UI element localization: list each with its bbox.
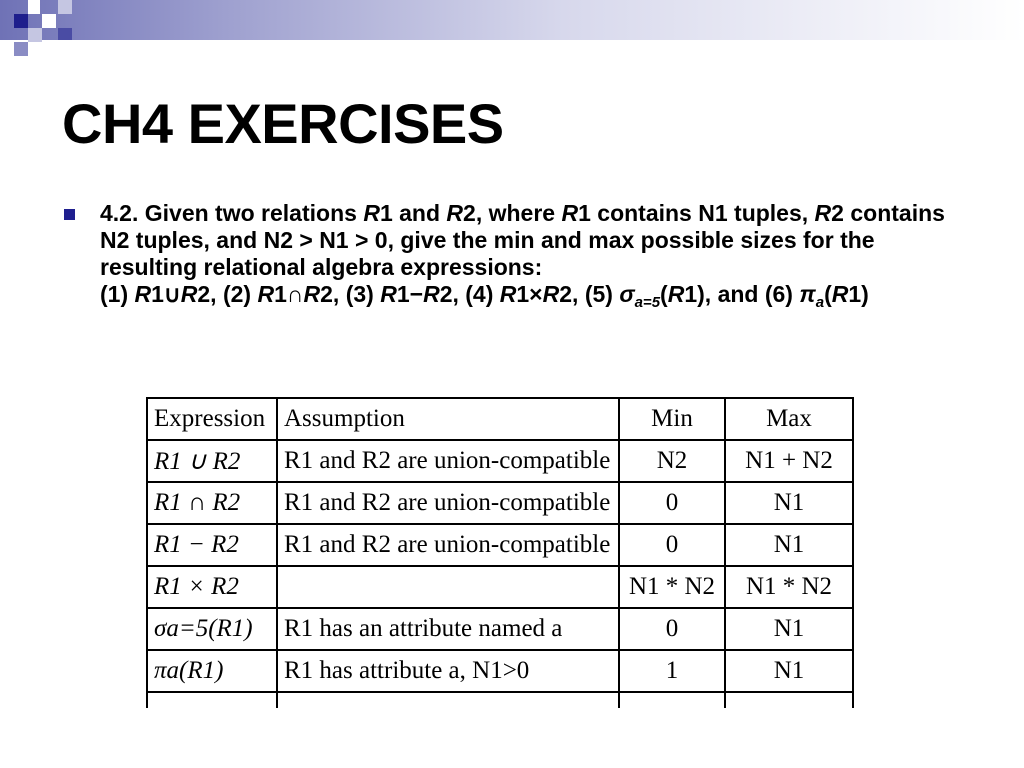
relation-symbol: R [363,200,380,226]
decor-square-mid [42,14,56,28]
min-cell: 0 [619,482,725,524]
expr-6: (6) $\pi_a(R1)$ [764,281,869,311]
max-cell: N1 [725,482,853,524]
expression-cell: σa=5(R1) [147,608,277,650]
table-row [147,566,853,608]
min-cell: 1 [619,650,725,692]
decor-square-light [28,0,40,14]
expr-1: (1) R1∪R2, [100,281,223,307]
table-row [147,608,853,650]
expression-cell: R1 ∪ R2 [147,440,277,482]
answer-table [146,397,854,708]
expression-cell: R1 − R2 [147,524,277,566]
assumption-cell: R1 and R2 are union-compatible [277,440,619,482]
header-min: Min [619,398,725,440]
slide-title: CH4 EXERCISES [62,92,504,155]
decor-square-mid [14,42,28,56]
min-cell: 0 [619,608,725,650]
assumption-cell: R1 and R2 are union-compatible [277,482,619,524]
decor-square-light [28,28,42,42]
text-fragment: 1 and [379,200,447,226]
max-cell: N1 [725,650,853,692]
header-band [0,0,1024,40]
min-cell: N2 [619,440,725,482]
bullet-square-icon [64,209,75,220]
max-cell: N1 * N2 [725,566,853,608]
assumption-cell [277,566,619,608]
assumption-cell [277,692,619,708]
expression-cell: πa(R1) [147,650,277,692]
expr-4: (4) R1×R2, [465,281,585,307]
min-cell: N1 * N2 [619,566,725,608]
table-row [147,440,853,482]
table-header-row [147,398,853,440]
decor-square-dark [14,14,28,28]
expr-2: (2) R1∩R2, [222,281,346,307]
table-row-partial [147,692,853,708]
header-expression: Expression [147,398,277,440]
table-row [147,650,853,692]
assumption-cell: R1 has attribute a, N1>0 [277,650,619,692]
relation-symbol: R [446,200,464,226]
max-cell [725,692,853,708]
expression-cell [147,692,277,708]
text-fragment: 2 contains N2 tuples, and N2 > N1 > 0, give the min and max possible sizes for the resulting relational algebra expressions: [100,200,945,280]
intro-text: 4.2. Given two relations [100,200,364,226]
relation-symbol: R [561,200,579,226]
answer-table-container [146,397,854,708]
table-row [147,524,853,566]
header-assumption: Assumption [277,398,619,440]
min-cell [619,692,725,708]
assumption-cell: R1 has an attribute named a [277,608,619,650]
text-fragment: 1 contains N1 tuples, [578,200,815,226]
expr-3: (3) R1−R2, [345,281,466,307]
decor-square-mid [58,0,72,14]
expression-cell: R1 × R2 [147,566,277,608]
header-max: Max [725,398,853,440]
exercise-text [100,200,970,311]
min-cell: 0 [619,524,725,566]
text-fragment: 2, where [463,200,562,226]
expr-5: (5) $\sigma_{a=5}(R1)$, and [584,281,765,311]
decor-square-dark [58,28,72,40]
max-cell: N1 + N2 [725,440,853,482]
relation-symbol: R [814,200,832,226]
assumption-cell: R1 and R2 are union-compatible [277,524,619,566]
table-row [147,482,853,524]
max-cell: N1 [725,524,853,566]
expression-cell: R1 ∩ R2 [147,482,277,524]
max-cell: N1 [725,608,853,650]
